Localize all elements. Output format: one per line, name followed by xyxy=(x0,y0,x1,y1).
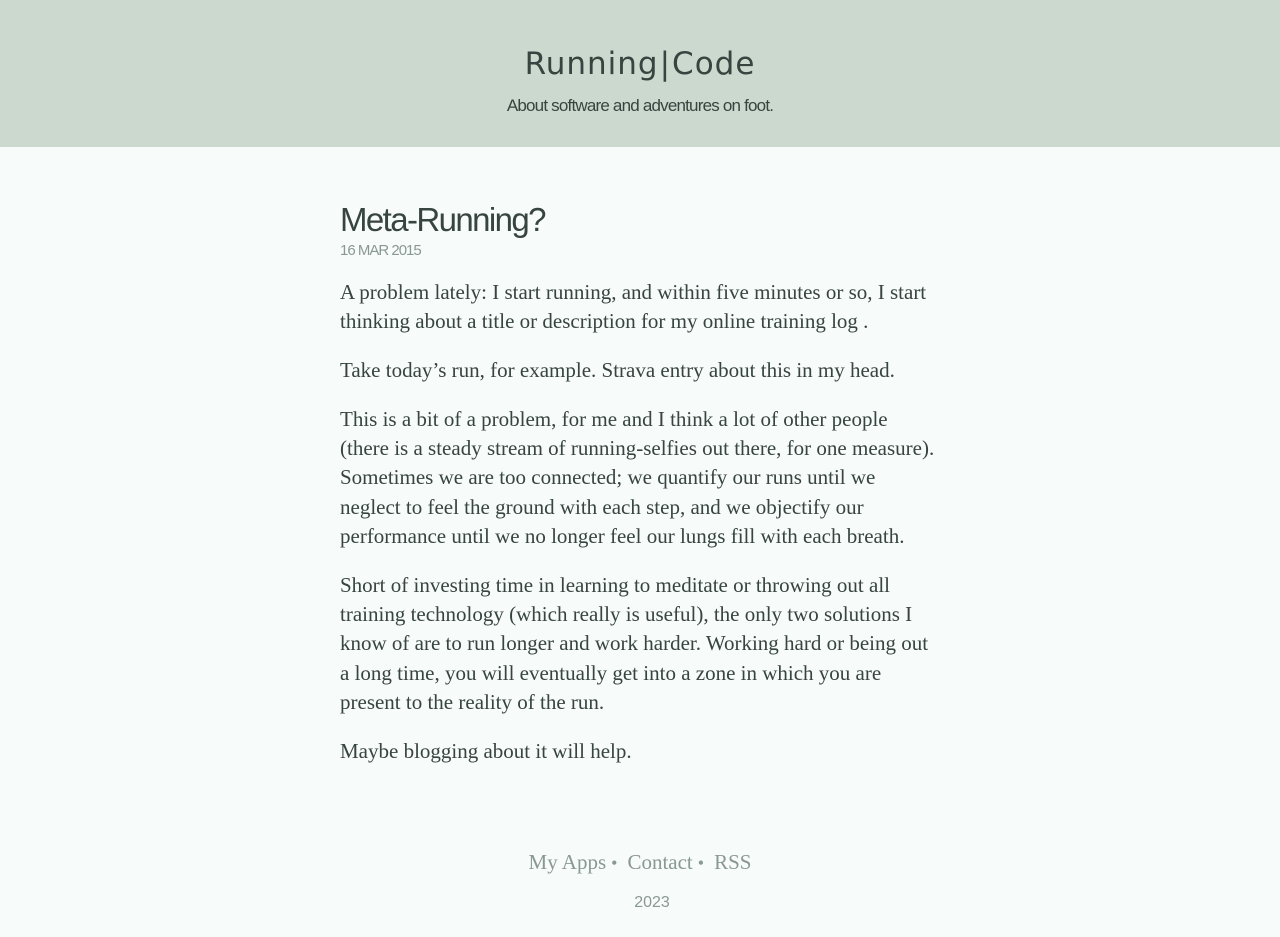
post-title[interactable]: Meta-Running? xyxy=(340,201,545,238)
footer-year: 2023 xyxy=(634,894,670,911)
post-body xyxy=(340,278,940,766)
post-paragraph-4: Short of investing time in learning to meditate or throwing out all training technology (which really is useful), the only two solutions I know of are to run longer and work harder. Working hard or being out a long time, you will eventually get into a zone in which you are present to the reality of the run. xyxy=(340,572,929,715)
footer-link-rss[interactable]: RSS xyxy=(714,850,752,874)
post-paragraph-1: A problem lately: I start running, and within five minutes or so, I start thinking about a title or description for my online training log . xyxy=(340,280,927,334)
post xyxy=(340,147,940,766)
footer-links xyxy=(0,846,1280,879)
site-footer xyxy=(0,846,1280,913)
footer-separator: • xyxy=(697,853,705,873)
site-title-separator: | xyxy=(659,46,672,82)
site-tagline: About software and adventures on foot. xyxy=(506,96,774,115)
site-title-code[interactable]: Code xyxy=(672,46,756,82)
site-header xyxy=(0,0,1280,147)
post-paragraph-5: Maybe blogging about it will help. xyxy=(340,738,632,763)
site-title-running[interactable]: Running xyxy=(524,46,659,82)
post-paragraph-2: Take today’s run, for example. Strava entry about this in my head. xyxy=(340,358,895,383)
post-paragraph-3: This is a bit of a problem, for me and I think a lot of other people (there is a steady stream of running-selfies out there, for one measure). Sometimes we are too connected; we quantify our runs until we neglect to feel the ground with each step, and we objectify our performance until we no longer feel our lungs fill with each breath. xyxy=(340,406,935,549)
footer-link-my-apps[interactable]: My Apps xyxy=(528,850,607,874)
footer-separator: • xyxy=(611,853,618,873)
post-date: 16 MAR 2015 xyxy=(340,242,421,259)
footer-link-contact[interactable]: Contact xyxy=(627,850,693,874)
site-title[interactable] xyxy=(0,44,1280,84)
